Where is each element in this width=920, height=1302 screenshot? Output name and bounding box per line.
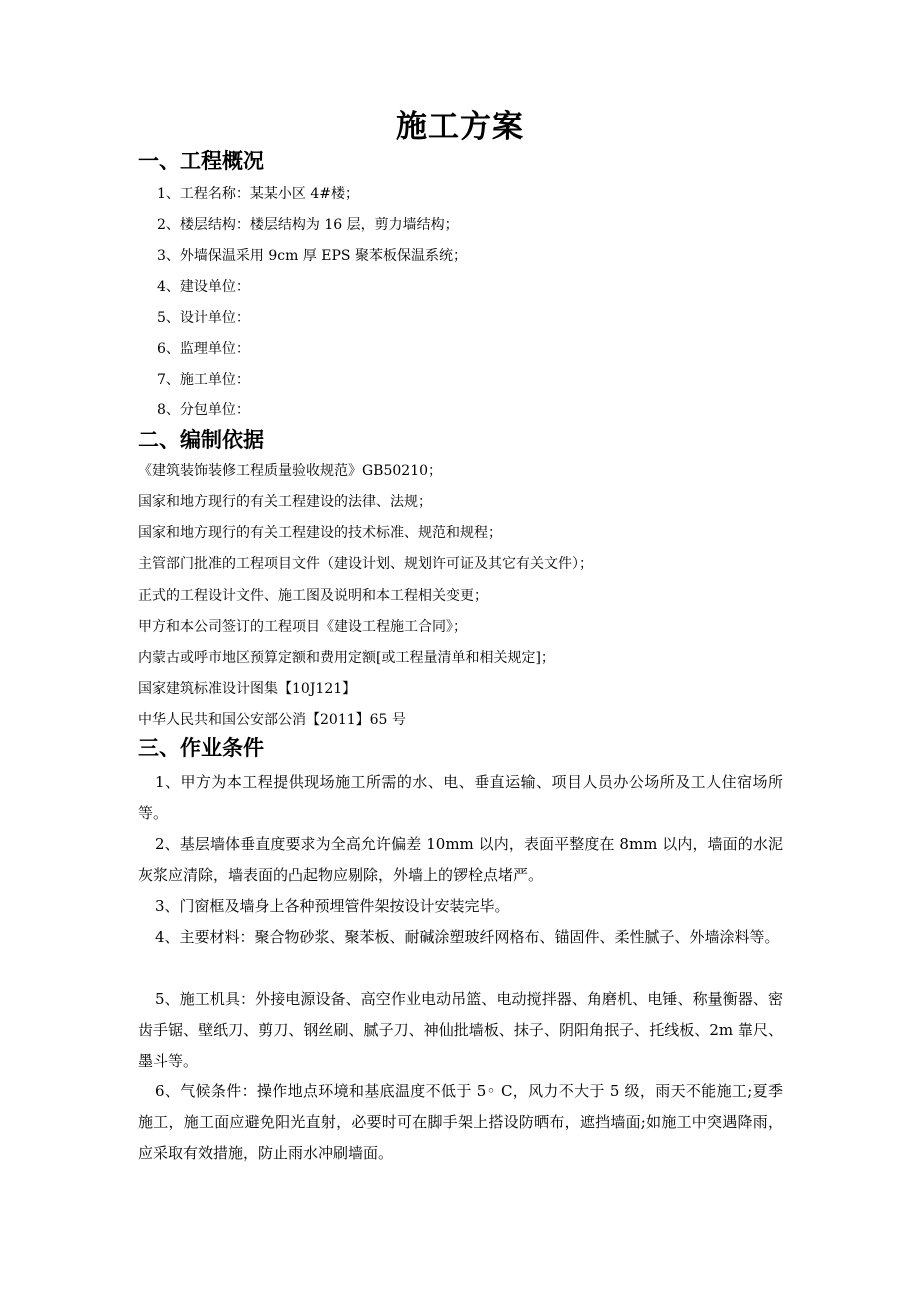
basis-item: 正式的工程设计文件、施工图及说明和本工程相关变更； bbox=[138, 588, 488, 604]
overview-item: 2、楼层结构：楼层结构为 16 层，剪力墙结构； bbox=[157, 217, 459, 233]
section-heading-basis: 二、编制依据 bbox=[138, 427, 264, 452]
overview-item: 1、工程名称：某某小区 4#楼； bbox=[157, 186, 359, 202]
condition-paragraph: 4、主要材料：聚合物砂浆、聚苯板、耐碱涂塑玻纤网格布、锚固件、柔性腻子、外墙涂料等。 bbox=[155, 928, 780, 946]
condition-paragraph: 6、气候条件：操作地点环境和基底温度不低于 5◦ C，风力不大于 5 级，雨天不能施工;夏季施工，施工面应避免阳光直射，必要时可在脚手架上搭设防晒布，遮挡墙面;如施工中突遇降雨，应采取有效措施，防止雨水冲刷墙面。 bbox=[138, 1082, 783, 1162]
overview-item: 3、外墙保温采用 9cm 厚 EPS 聚苯板保温系统； bbox=[157, 248, 467, 264]
basis-item: 主管部门批准的工程项目文件（建设计划、规划许可证及其它有关文件）； bbox=[138, 556, 593, 572]
basis-item: 《建筑装饰装修工程质量验收规范》GB50210； bbox=[138, 463, 443, 479]
section-heading-conditions: 三、作业条件 bbox=[138, 735, 264, 760]
overview-item: 5、设计单位： bbox=[157, 310, 250, 326]
condition-paragraph: 3、门窗框及墙身上各种预埋管件架按设计安装完毕。 bbox=[155, 897, 510, 915]
basis-item: 中华人民共和国公安部公消【2011】65 号 bbox=[138, 712, 406, 728]
condition-paragraph: 2、基层墙体垂直度要求为全高允许偏差 10mm 以内，表面平整度在 8mm 以内，墙面的水泥灰浆应清除，墙表面的凸起物应剔除，外墙上的锣栓点堵严。 bbox=[138, 835, 783, 884]
section-heading-overview: 一、工程概况 bbox=[138, 148, 264, 173]
basis-item: 国家和地方现行的有关工程建设的技术标准、规范和规程； bbox=[138, 525, 502, 541]
condition-paragraph: 5、施工机具：外接电源设备、高空作业电动吊篮、电动搅拌器、角磨机、电锤、称量衡器、密齿手锯、壁纸刀、剪刀、钢丝刷、腻子刀、神仙批墙板、抹子、阴阳角抿子、托线板、2m 靠尺、墨斗等。 bbox=[138, 990, 783, 1070]
basis-item: 甲方和本公司签订的工程项目《建设工程施工合同》； bbox=[138, 619, 467, 635]
document-title: 施工方案 bbox=[396, 109, 524, 145]
overview-item: 4、建设单位： bbox=[157, 279, 250, 295]
basis-item: 内蒙古或呼市地区预算定额和费用定额[或工程量清单和相关规定]； bbox=[138, 650, 555, 666]
condition-paragraph: 1、甲方为本工程提供现场施工所需的水、电、垂直运输、项目人员办公场所及工人住宿场所等。 bbox=[138, 773, 783, 822]
overview-item: 7、施工单位： bbox=[157, 372, 250, 388]
basis-item: 国家和地方现行的有关工程建设的法律、法规； bbox=[138, 494, 432, 510]
overview-item: 8、分包单位： bbox=[157, 402, 250, 418]
basis-item: 国家建筑标准设计图集【10J121】 bbox=[138, 681, 357, 697]
overview-item: 6、监理单位： bbox=[157, 341, 250, 357]
